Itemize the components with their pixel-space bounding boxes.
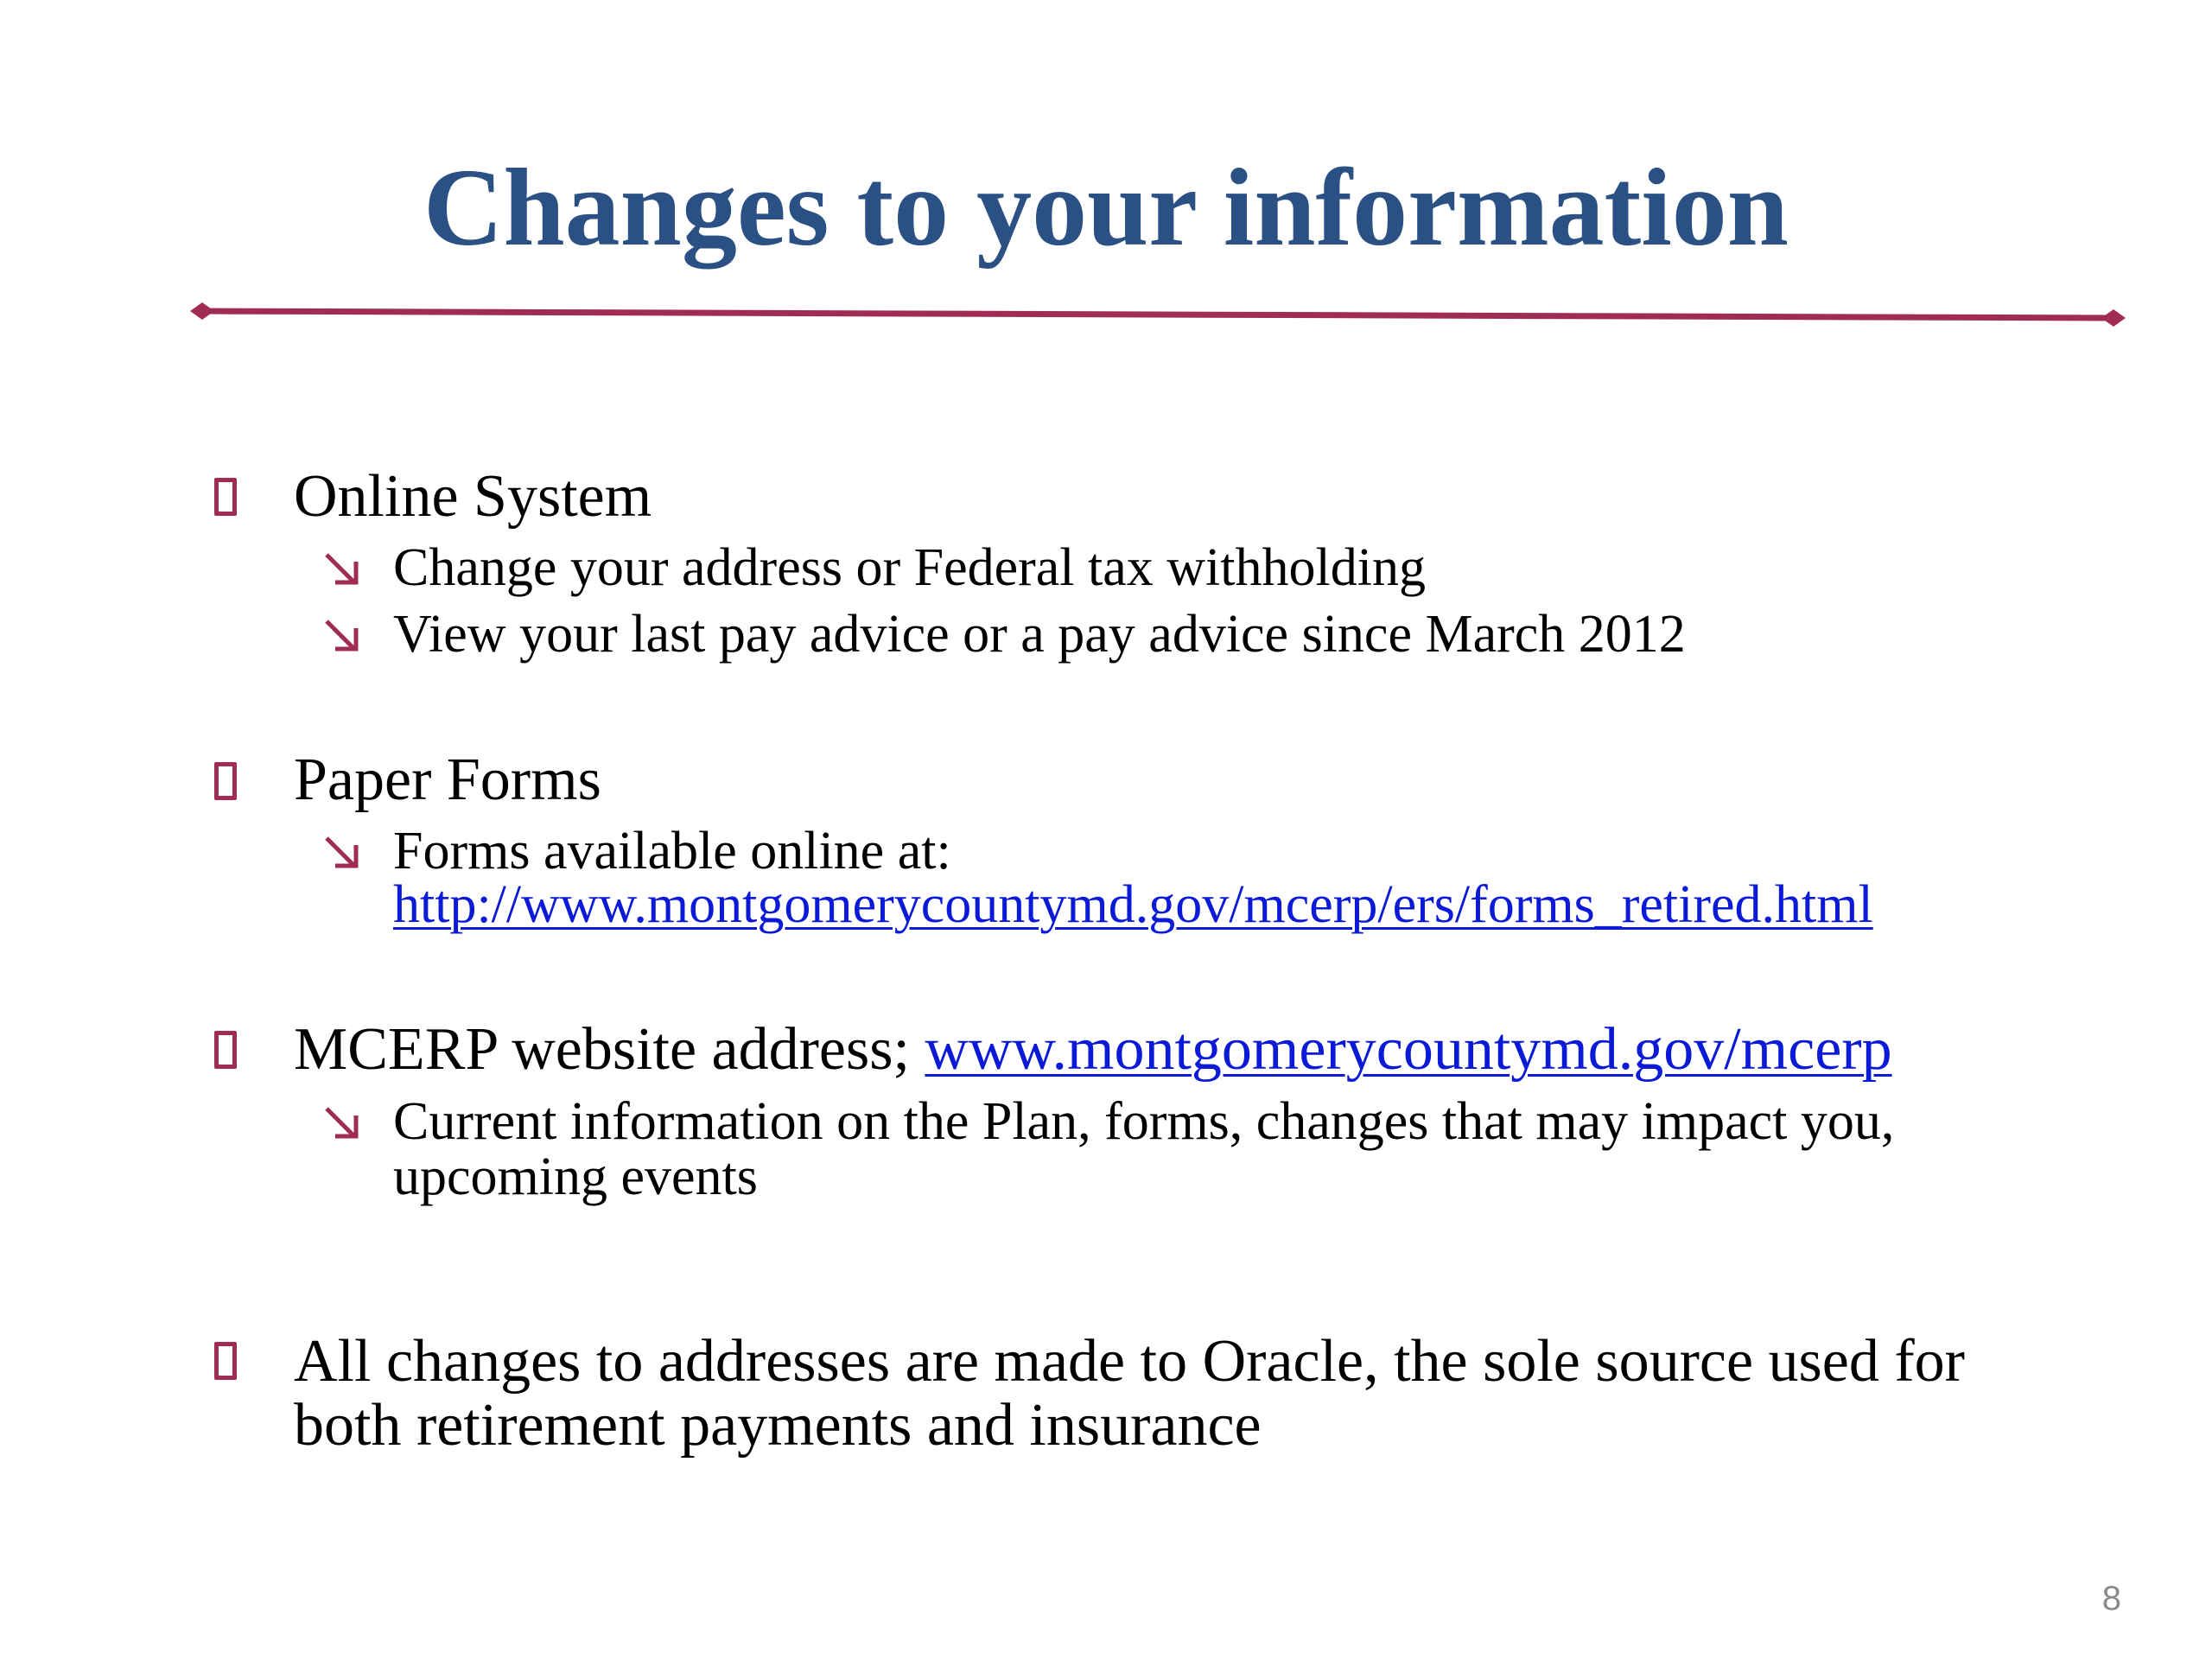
mcerp-website-link[interactable]: www.montgomerycountymd.gov/mcerp <box>925 1016 1892 1083</box>
page-number: 8 <box>2101 1580 2121 1618</box>
arrow-down-right-icon <box>321 614 363 656</box>
forms-retired-link[interactable]: http://www.montgomerycountymd.gov/mcerp/ers/forms_retired.html <box>393 875 1873 934</box>
arrow-down-right-icon <box>321 548 363 589</box>
hollow-square-bullet-icon <box>214 762 237 800</box>
hollow-square-bullet-icon <box>214 1031 237 1069</box>
subitem-text: Forms available online at: <box>393 822 951 880</box>
title-divider <box>190 299 2126 330</box>
subitem-text: Change your address or Federal tax withholding <box>393 538 1426 597</box>
section-heading <box>294 1015 1892 1084</box>
heading-prefix: MCERP website address; <box>294 1016 925 1083</box>
hollow-square-bullet-icon <box>214 1342 237 1380</box>
arrow-down-right-icon <box>321 831 363 873</box>
section-heading: Online System <box>294 463 652 530</box>
section-heading: Paper Forms <box>294 747 601 813</box>
section-heading: All changes to addresses are made to Oracle, the sole source used for both retirement payments and insurance <box>294 1328 1965 1459</box>
subitem-text: View your last pay advice or a pay advice since March 2012 <box>393 605 1686 664</box>
arrow-down-right-icon <box>321 1102 363 1143</box>
subitem-text: Current information on the Plan, forms, changes that may impact you, upcoming events <box>393 1092 1895 1206</box>
hollow-square-bullet-icon <box>214 478 237 516</box>
slide-title: Changes to your information <box>423 146 1789 269</box>
forms-link-line <box>393 877 1873 932</box>
